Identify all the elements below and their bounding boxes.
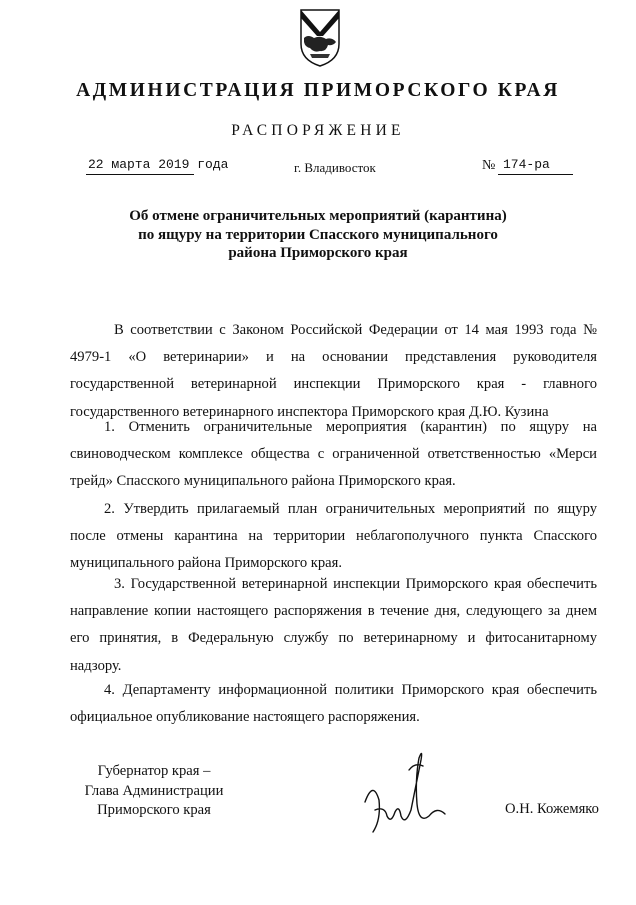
document-title: [100, 207, 536, 263]
title-line: по ящуру на территории Спасского муниципального: [138, 226, 498, 243]
position-line: Глава Администрации: [84, 782, 224, 799]
body-paragraph: [70, 677, 597, 731]
document-date: 22 марта 2019 года: [88, 157, 229, 172]
body-paragraph: [70, 414, 597, 496]
organization-name: АДМИНИСТРАЦИЯ ПРИМОРСКОГО КРАЯ: [76, 80, 560, 101]
document-type: РАСПОРЯЖЕНИЕ: [231, 122, 405, 139]
body-paragraph: [70, 317, 597, 426]
signatory-name: О.Н. Кожемяко: [505, 801, 599, 817]
paragraph-text: 2. Утвердить прилагаемый план ограничительных мероприятий по ящуру после отмены карантина на территории неблагополучного пункта Спасского муниципального района Приморского края.: [70, 501, 597, 572]
position-line: Приморского края: [97, 802, 211, 818]
paragraph-text: В соответствии с Законом Российской Федерации от 14 мая 1993 года № 4979-1 «О ветеринарии» и на основании представления руководителя государственной ветеринарной инспекции Приморского края - главного государственного ветеринарного инспектора Приморского края Д.Ю. Кузина: [70, 322, 597, 420]
document-city: г. Владивосток: [294, 160, 376, 175]
signatory-position: [74, 762, 234, 821]
handwritten-signature: [345, 740, 465, 840]
coat-of-arms-icon: [298, 8, 342, 68]
paragraph-text: 4. Департаменту информационной политики Приморского края обеспечить официальное опубликование настоящего распоряжения.: [70, 682, 597, 726]
position-line: Губернатор края –: [97, 763, 211, 779]
number-label: №: [482, 158, 496, 173]
number-underline: [498, 174, 573, 175]
title-line: Об отмене ограничительных мероприятий (карантина): [129, 208, 507, 224]
body-paragraph: [70, 571, 597, 680]
date-underline: [86, 174, 194, 175]
title-line: района Приморского края: [228, 245, 408, 262]
document-number: 174-ра: [503, 157, 550, 172]
body-paragraph: [70, 496, 597, 578]
paragraph-text: 3. Государственной ветеринарной инспекции Приморского края обеспечить направление копии настоящего распоряжения в течение дня, следующего за днем его принятия, в Федеральную службу по ветеринарному и фитосанитарному надзору.: [70, 576, 597, 674]
paragraph-text: 1. Отменить ограничительные мероприятия (карантин) по ящуру на свиноводческом комплексе общества с ограниченной ответственностью «Мерси трейд» Спасского муниципального района Приморского края.: [70, 419, 597, 490]
